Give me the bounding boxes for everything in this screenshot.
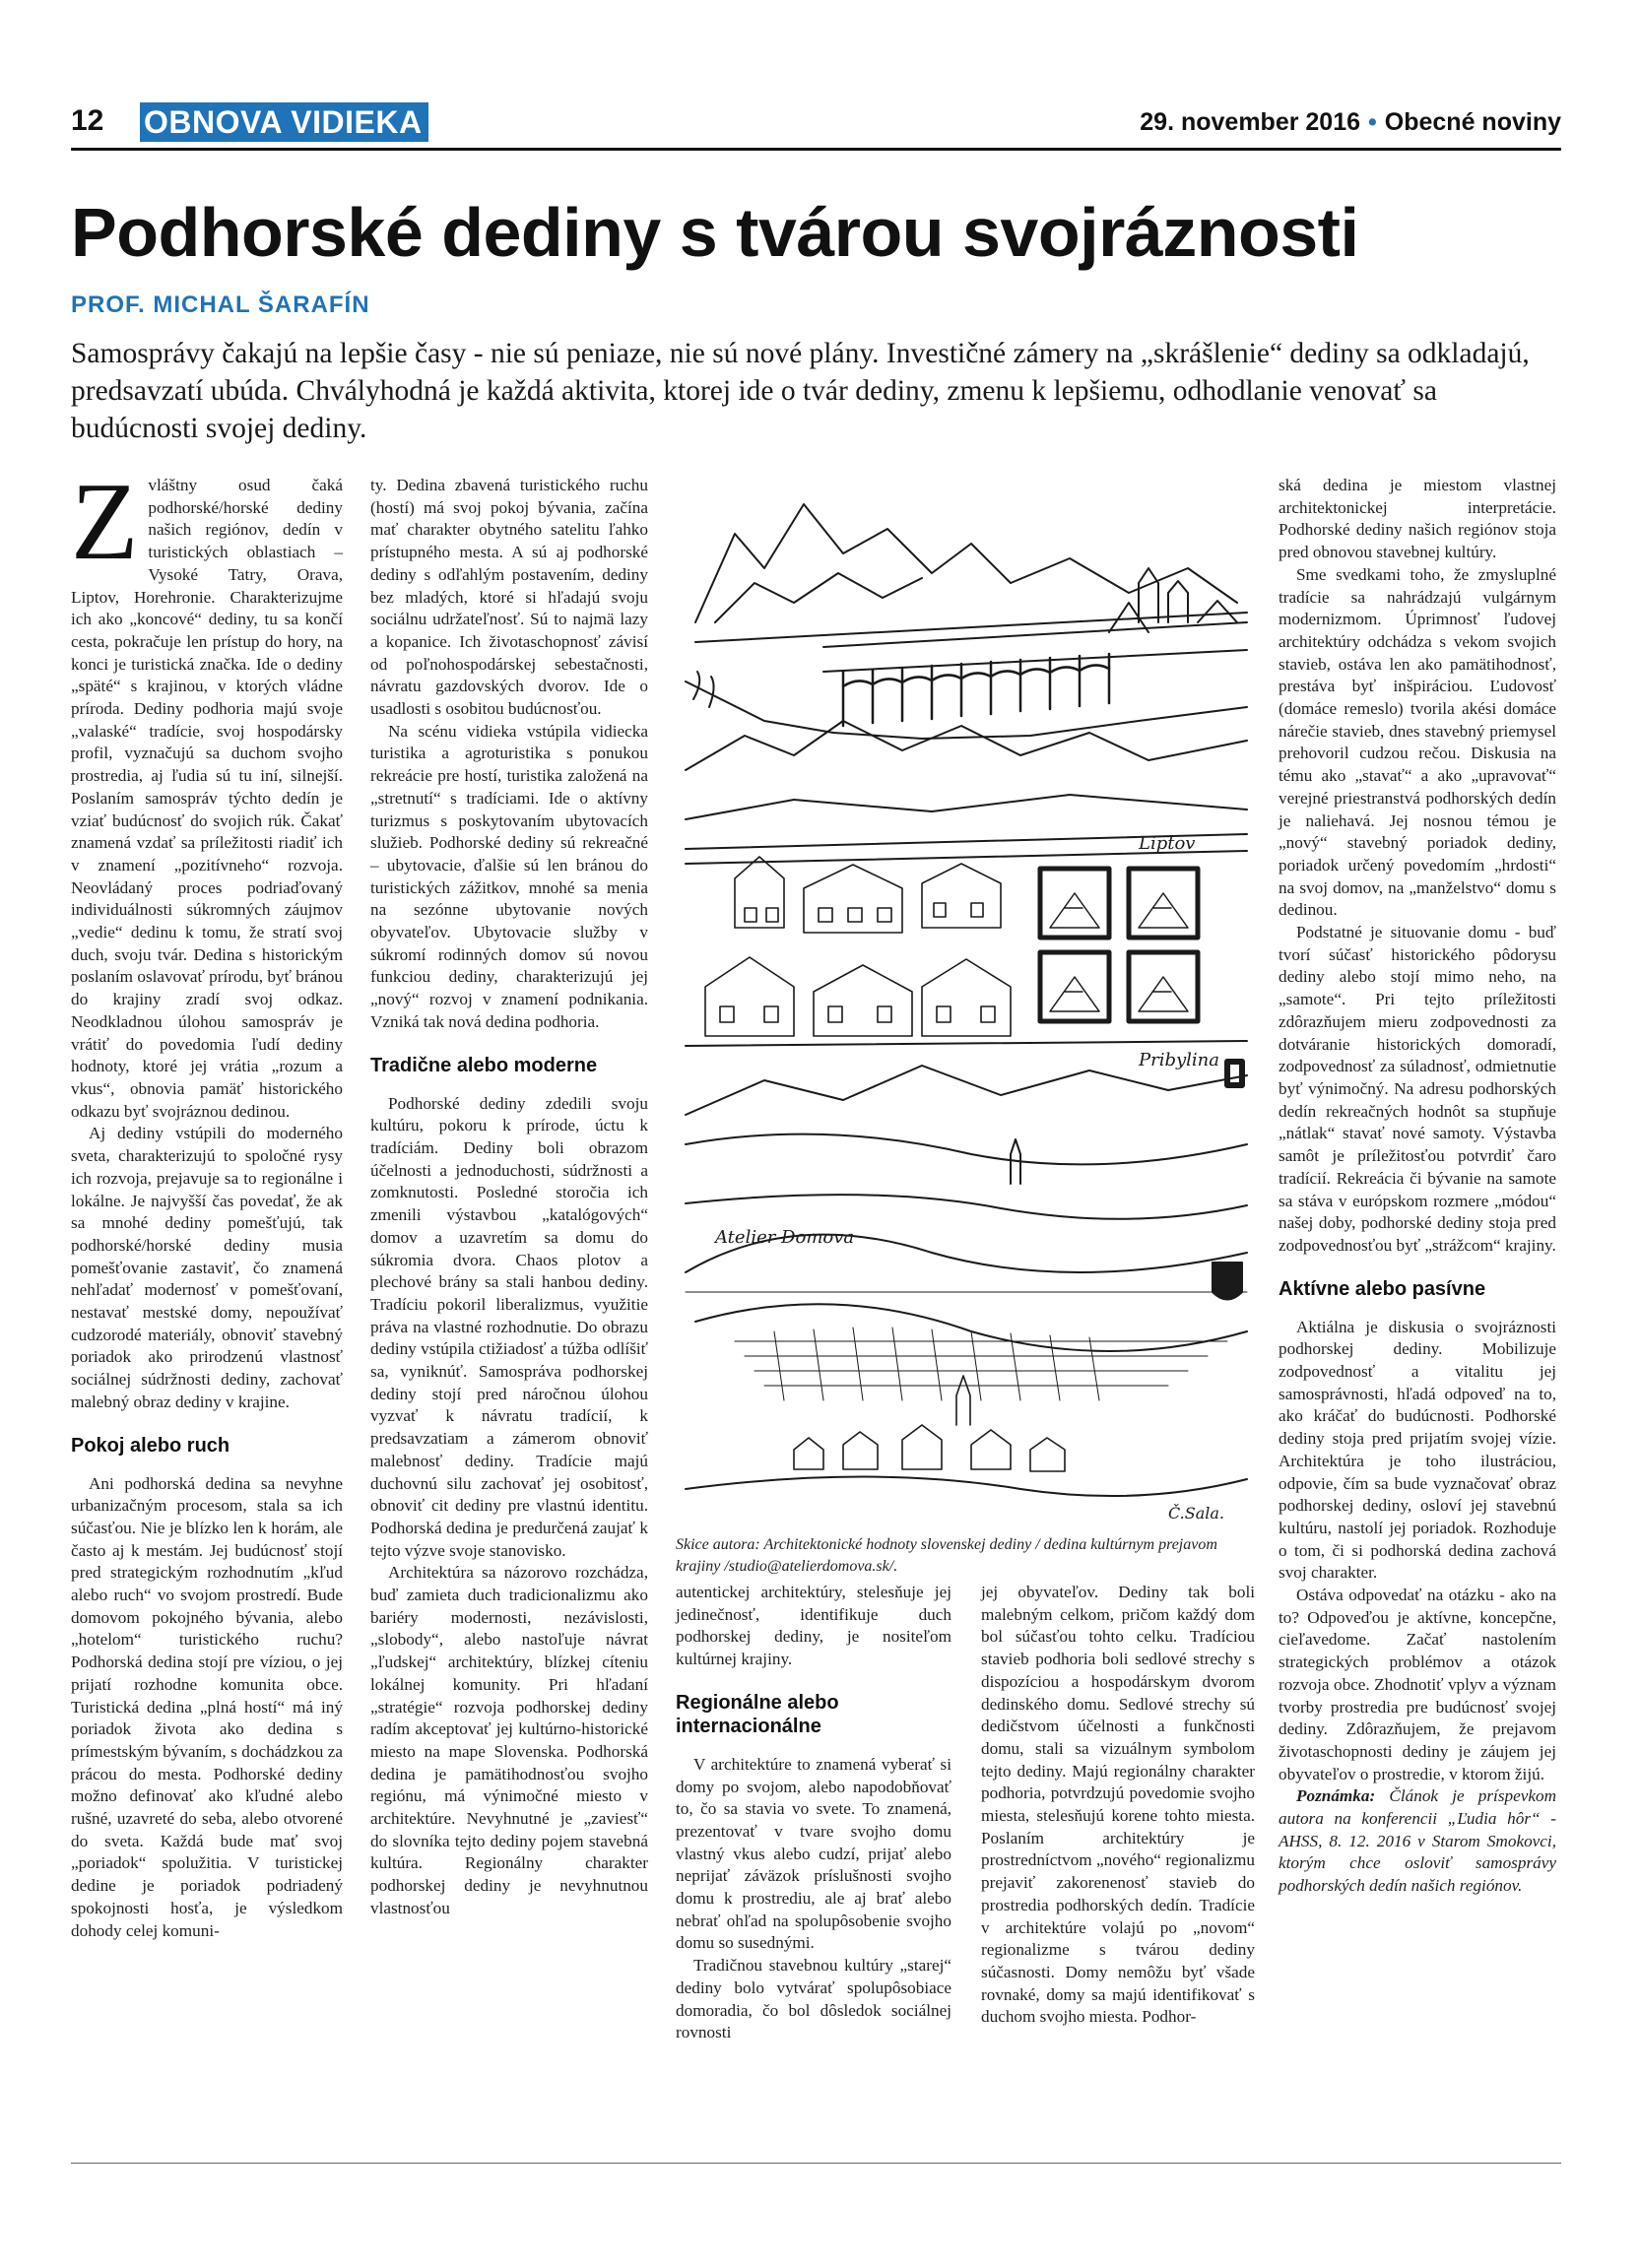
section-tag: OBNOVA VIDIEKA [140,102,428,142]
sketch-label-atelier: Atelier Domova [715,1227,855,1248]
subheading-regionalne: Regionálne alebo internacionálne [676,1691,839,1737]
article-byline: PROF. MICHAL ŠARAFÍN [71,292,370,318]
paragraph: autentickej architektúry, stelesňuje jej jedinečnosť, identifikuje duch podhorskej dediny, je nositeľom kultúrnej krajiny. [676,1583,951,1669]
subheading-tradicne: Tradične alebo moderne [370,1054,598,1076]
paragraph: jej obyvateľov. Dediny tak boli malebným celkom, pričom každý dom bol súčasťou tohto celku. Tradíciou stavieb podhoria boli sedlové strechy s dispozíciou a hospodárskym dvorom dedinského domu. Sedlové strechy sú dedičstvom účelnosti a funkčnosti domu, stali sa vizuálnym symbolom tejto dediny. Majú regionálny charakter podhoria, potvrdzujú povedomie svojho miesta, stelesňujú korene tohto miesta. Poslaním architektúry je prostredníctvom „nového“ regionalizmu prejaviť zakorenenosť stavieb do prostredia podhorských dedín. Tradície v architektúre volajú po „novom“ regionalizme s tvárou dediny súčasnosti. Domy nemôžu byť všade rovnaké, domy sa majú identifikovať s duchom svojho miesta. Podhor- [981,1583,1255,2027]
drop-cap: Z [71,461,139,583]
paragraph: Tradičnou stavebnou kultúry „starej“ dediny bolo vytvárať spolupôsobiace domoradia, čo bol dôsledok sociálnej rovnosti [676,1956,951,2042]
paragraph-text: vláštny osud čaká podhorské/horské dediny našich regiónov, dedín v turistických oblastiach – Vysoké Tatry, Orava, Liptov, Horehronie. Charakterizujme ich ako „koncové“ dediny, tu sa končí cesta, pokračuje len prístup do hory, na konci je turistická značka. Ide o dediny „späté“ s krajinou, v ktorých vládne príroda. Dediny podhoria majú svoje „valaské“ tradície, svoj hospodársky profil, vyznačujú sa duchom svojho prostredia, aj ľudia sú tu iní, silnejší. Poslaním samospráv týchto dedín je vziať budúcnosť do svojich rúk. Čakať znamená vzdať sa príležitosti riadiť ich v znamení „pozitívneho“ rozvoja. Neovládaný proces podriaďovaný individuálnosti súkromných záujmov „vedie“ dedinu k tomu, že stratí svoj duch, svoju tvár. Dedina s historickým poslaním oslavovať prírodu, byť bránou do krajiny zradí svoj odkaz. Neodkladnou úlohou samospráv je vrátiť do povedomia ľudí dediny hodnoty, ktoré jej vrátia „rozum a vkus“, obnovia pamäť historického odkazu byť svojráznou dedinou. [71,476,343,1121]
paragraph: ty. Dedina zbavená turistického ruchu (hostí) má svoj pokoj bývania, začína mať charakter obytného satelitu ľahko prístupného mesta. A sú aj podhorské dediny s odľahlým postavením, dediny bez mladých, ktoré si hľadajú svoju sociálnu udržateľnosť. Sú to najmä lazy a kopanice. Ich životaschopnosť závisí od poľnohospodárskej sebestačnosti, návratu gazdovských dvorov. Ide o usadlosti s osobitou budúcnosťou. [370,476,648,719]
sketch-label-liptov: Liptov [1139,833,1196,854]
paragraph: Podstatné je situovanie domu - buď tvorí súčasť historického pôdorysu dediny alebo stojí mimo neho, na „samote“. Pri tejto príležitosti zdôrazňujem mieru zodpovednosti za dotváranie historických domoradí, zodpovednosť za súladnosť, odmietnutie byť výnimočný. Na adresu podhorských dedín rekreačných hodnôt sa stupňuje „nátlak“ stavať nové samoty. Výstavba samôt je príležitosťou potvrdiť čaro tradícií. Rekreácia či bývanie na samote sa stáva v európskom rozmere „módou“ našej doby, podhorské dediny stoja pred zodpovednosťou byť „strážcom“ krajiny. [1279,923,1556,1255]
paragraph [71,461,343,1123]
paragraph: Podhorské dediny zdedili svoju kultúru, pokoru k prírode, úctu k tradíciám. Dediny boli obrazom účelnosti a jednoduchosti, súdržnosti a zomknutosti. Posledné storočia ich zmenili výstavbou „katalógových“ domov a uzavretím sa domu do súkromia dvora. Chaos plotov a plechové brány sa stali hanbou dediny. Tradíciu pokoril liberalizmus, využitie práva na vlastné rozhodnutie. Do obrazu dediny vstúpila ctižiadosť a túžba odlíšiť sa, vyniknúť. Samospráva podhorskej dediny stojí pred náročnou úlohou vyzvať k návratu tradícií, k predsavzatiam a zámerom obnoviť malebnosť dediny. Tradície majú duchovnú silu zachovať jej osobitosť, obnoviť cit dediny pre vlastnú identitu. Podhorská dedina je predurčená zaujať k tejto výzve svoje stanovisko. [370,1093,648,1560]
paragraph: Na scénu vidieka vstúpila vidiecka turistika a agroturistika s ponukou rekreácie pre hostí, turistika založená na „stretnutí“ s tradíciami. Ide o aktívny turizmus s poskytovaním ubytovacích služieb. Podhorské dediny sú rekreačné – ubytovacie, ďalšie sú len bránou do turistických zážitkov, mnohé sa menia na sezónne ubytovanie nových obyvateľov. Ubytovacie služby v súkromí rodinných domov sú novou funkciou dediny, charakterizujú jej „nový“ rozvoj v znamení podnikania. Vzniká tak nová dedina podhoria. [370,721,648,1031]
header-rule [71,148,1561,151]
issue-date: 29. november 2016 [1140,108,1361,136]
paragraph: Architektúra sa názorovo rozchádza, buď zamieta duch tradicionalizmu ako bariéry modernosti, nezávislosti, „slobody“, alebo nastoľuje návrat „ľudskej“ architektúry, blízkej cíteniu lokálnej komunity. Pri hľadaní „stratégie“ rozvoja podhorskej dediny radím akceptovať jej kultúrno-historické miesto na mape Slovenska. Podhorská dedina je pamätihodnosťou svojho regiónu, má výnimočné miesto v architektúre. Nevyhnutné je „zaviesť“ do slovníka tejto dediny pojem stavebná kultúra. Regionálny charakter podhorskej dediny je nevyhnutnou vlastnosťou [370,1563,648,1917]
note-text: Článok je príspevkom autora na konferencii „Ľudia hôr“ - AHSS, 8. 12. 2016 v Starom Smokovci, ktorým chce osloviť samosprávy podhorských dedín našich regiónov. [1279,1786,1556,1896]
paragraph: Ostáva odpovedať na otázku - ako na to? Odpoveďou je aktívne, koncepčne, cieľavedome. Začať nastolením strategických problémov a otázok rozvoja obce. Zhodnotiť vplyv a význam tvorby prostredia pre budúcnosť svojej dediny. Zdôrazňujem, že prejavom životaschopnosti dediny je záujem jej obyvateľov o prostredie, v ktorom žijú. [1279,1586,1556,1783]
paragraph: Ani podhorská dedina sa nevyhne urbanizačným procesom, stala sa ich súčasťou. Nie je blízko len k horám, ale často aj k mestám. Jej budúcnosť stojí pred strategickým rozhodnutím „kľud alebo ruch“ vo svojom prostredí. Bude domovom pokojného bývania, alebo „hotelom“ turistického ruchu? Podhorská dedina stojí pre víziou, o jej prijatí rozhodne komunita obce. Turistická dedina „plná hostí“ má iný poriadok života ako dedina s prímestským bývaním, s dochádzkou za prácou do mesta. Podhorské dediny možno definovať ako kľudné alebo rušné, uzavreté do seba, alebo otvorené do sveta. Každá bude mať svoj „poriadok“ spolužitia. V turistickej dedine je poriadok podriadený spokojnosti hosťa, je výsledkom dohody celej komuni- [71,1473,343,1940]
subheading-aktivne: Aktívne alebo pasívne [1279,1277,1486,1300]
sketch-label-pribylina: Pribylina [1139,1050,1220,1070]
bottom-rule [71,2163,1561,2164]
image-caption: Skice autora: Architektonické hodnoty slovenskej dediny / dedina kultúrnym prejavom krajiny /studio@atelierdomova.sk/. [676,1536,1217,1575]
column-3 [676,1582,951,2044]
subheading-pokoj: Pokoj alebo ruch [71,1434,230,1457]
column-2 [370,475,648,1920]
sketch-illustration [676,475,1255,1530]
issue-info [1140,108,1561,137]
author-note [1279,1785,1556,1898]
sketch-signature: Č.Sala. [1168,1504,1224,1523]
column-4 [981,1582,1255,2029]
paragraph: Aj dediny vstúpili do moderného sveta, charakterizujú to spoločné rysy ich rozvoja, prejavuje sa to regionálne i lokálne. Je najvyšší čas povedať, že ak sa mnohé dediny pomešťujú, tak podhorské/horské dediny musia pomešťovanie zastaviť, čo znamená nehľadať modernosť v pomešťovaní, nestavať mestské domy, nepoužívať cudzorodé materiály, obnoviť stavebný poriadok ako prirodzenú vlastnosť sociálnej súdržnosti dediny, zachovať malebný obraz dediny v krajine. [71,1124,343,1411]
column-1 [71,461,343,1942]
article-headline: Podhorské dediny s tvárou svojráznosti [71,194,1359,271]
publication-name: Obecné noviny [1384,108,1561,136]
page-number: 12 [71,104,104,137]
column-5 [1279,475,1556,1898]
paragraph: Sme svedkami toho, že zmysluplné tradície sa nahrádzajú vulgárnym modernizmom. Úprimnosť ľudovej architektúry odchádza s vekom svojich stavieb, ostáva len ako pamätihodnosť, prestáva byť inšpiráciou. Ľudovosť (domáce remeslo) tvorila akési domáce nárečie stavieb, dnes stavebný priemysel prehovoril cudzou rečou. Diskusia na tému ako „stavať“ a ako „upravovať“ verejné priestranstvá podhorských dedín je naliehavá. Jej nosnou témou je „nový“ stavebný poriadok dediny, poriadok určený povedomím „hrdosti“ na svoj domov, na „manželstvo“ domu s dedinou. [1279,564,1556,920]
paragraph: ská dedina je miestom vlastnej architektonickej interpretácie. Podhorské dediny našich regiónov stoja pred obnovou stavebnej kultúry. [1279,476,1556,562]
note-label: Poznámka: [1296,1786,1376,1806]
separator-dot: • [1368,108,1377,136]
article-lede: Samosprávy čakajú na lepšie časy - nie sú peniaze, nie sú nové plány. Investičné zámery na „skrášlenie“ dediny sa odkladajú, predsavzatí ubúda. Chvályhodná je každá aktivita, ktorej ide o tvár dediny, zmenu k lepšiemu, odhodlanie venovať sa budúcnosti svojej dediny. [71,338,1530,444]
paragraph: Aktiálna je diskusia o svojráznosti podhorskej dediny. Mobilizuje zodpovednosť a vitalitu jej samosprávnosti, hľadá odpoveď na to, ako kráčať do budúcnosti. Podhorské dediny stoja pred prijatím svojej vízie. Architektúra je toho ilustráciou, odpovie, čím sa bude vyznačovať obraz podhorskej dediny, osloví jej stavebnú kultúru, nastolí jej poriadok. Rozhoduje o tom, či si podhorská dedina zachová svoj charakter. [1279,1317,1556,1583]
paragraph: V architektúre to znamená vyberať si domy po svojom, alebo napodobňovať to, čo sa stavia vo svete. To znamená, prezentovať v tvare svojho domu vlastný vkus alebo cudzí, prijať alebo neprijať záväzok príslušnosti svojho domu k prostrediu, ale aj brať alebo nebrať ohľad na spolupôsobenie svojho domu so susednými. [676,1754,951,1953]
